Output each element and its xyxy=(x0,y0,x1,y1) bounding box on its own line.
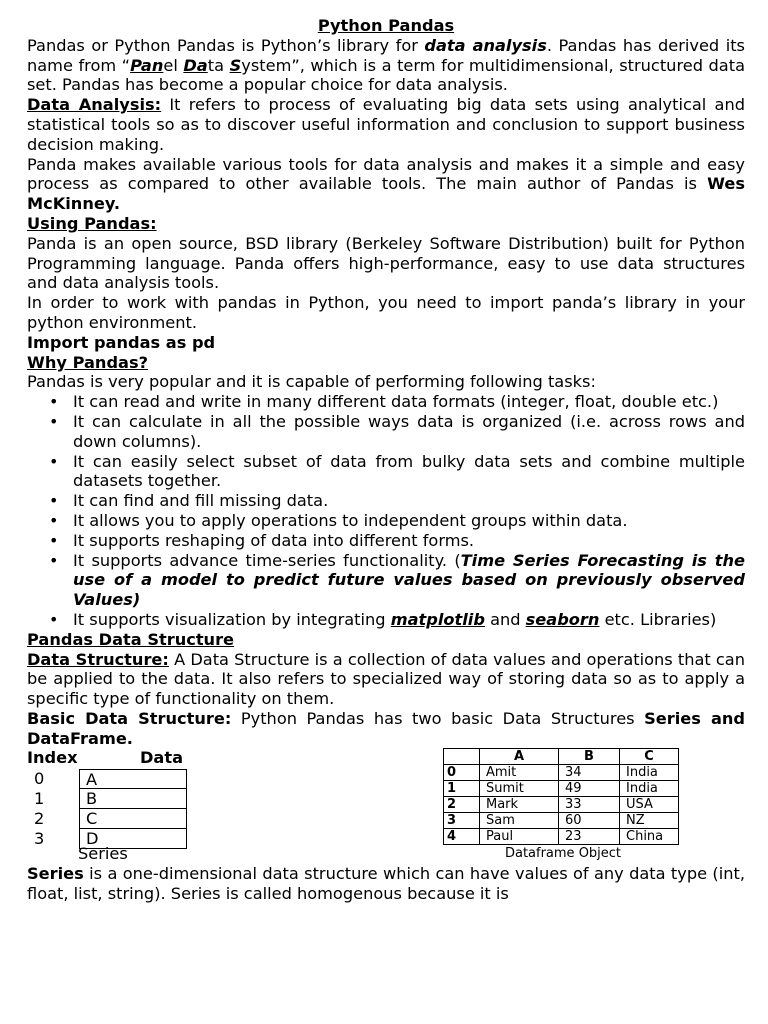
acronym-da: Da xyxy=(183,55,208,75)
table-row xyxy=(444,813,679,829)
panda-tools-paragraph xyxy=(27,155,745,214)
series-term: Series xyxy=(27,864,84,884)
table-row xyxy=(444,765,679,781)
row-index: 0 xyxy=(444,765,480,781)
list-item: • It can easily select subset of data from bulky data sets and combine multiple datasets together. xyxy=(73,452,745,492)
series-caption: Series xyxy=(78,844,128,864)
column-header: A xyxy=(480,749,559,765)
dataframe-table xyxy=(443,748,679,845)
table-cell: Mark xyxy=(480,797,559,813)
visualization-text: It supports visualization by integrating xyxy=(73,609,391,629)
row-index: 2 xyxy=(444,797,480,813)
matplotlib-label: matplotlib xyxy=(390,609,485,629)
intro-text-3: ystem”, which is a term for multidimensional, structured data set. Pandas has become a popular choice for data analysis. xyxy=(27,55,745,95)
series-definition-text: is a one-dimensional data structure which can have values of any data type (int, float, list, string). Series is called homogenous because it is xyxy=(27,864,745,904)
table-row xyxy=(444,797,679,813)
intro-paragraph xyxy=(27,36,745,95)
series-index: 2 xyxy=(34,809,45,829)
row-index: 3 xyxy=(444,813,480,829)
using-pandas-p1: Panda is an open source, BSD library (Berkeley Software Distribution) built for Python Programming language. Panda offers high-performance, easy to use data structures and data analysis tools. xyxy=(27,233,745,293)
structures-figure xyxy=(27,748,745,864)
series-index: 3 xyxy=(34,829,45,849)
features-list xyxy=(27,392,745,630)
visualization-and: and xyxy=(484,609,526,629)
dataframe-caption: Dataframe Object xyxy=(504,846,622,862)
table-cell: Sam xyxy=(480,813,559,829)
time-series-definition: Time Series Forecasting is the use of a model to predict future values based on previously observed Values) xyxy=(73,550,745,610)
list-item: • It can calculate in all the possible ways data is organized (i.e. across rows and down columns). xyxy=(73,412,745,452)
basic-series-label: Series xyxy=(644,708,701,728)
page-title: Python Pandas xyxy=(317,16,455,35)
column-header xyxy=(444,749,480,765)
data-structure-subheading: Data Structure: xyxy=(27,649,169,669)
table-cell: 34 xyxy=(559,765,620,781)
table-cell: NZ xyxy=(620,813,679,829)
list-item: • It can find and fill missing data. xyxy=(73,491,745,511)
intro-emphasis: data analysis xyxy=(424,35,547,55)
dataframe-figure xyxy=(443,748,683,862)
table-row xyxy=(444,781,679,797)
list-item: • It allows you to apply operations to independent groups within data. xyxy=(73,511,745,531)
table-row xyxy=(444,829,679,845)
row-index: 4 xyxy=(444,829,480,845)
table-cell: China xyxy=(620,829,679,845)
row-index: 1 xyxy=(444,781,480,797)
time-series-text: It supports advance time-series functionality. ( xyxy=(73,550,461,570)
list-item: • It can read and write in many different data formats (integer, float, double etc.) xyxy=(73,392,745,412)
seaborn-label: seaborn xyxy=(525,609,600,629)
series-index: 0 xyxy=(34,769,45,789)
acronym-rest-el: el xyxy=(163,55,184,75)
why-pandas-intro: Pandas is very popular and it is capable of performing following tasks: xyxy=(27,372,596,392)
series-value: A xyxy=(79,769,187,789)
basic-structure-text: Python Pandas has two basic Data Structures xyxy=(231,708,645,728)
table-cell: 49 xyxy=(559,781,620,797)
column-header: B xyxy=(559,749,620,765)
basic-dataframe-label: and DataFrame. xyxy=(27,708,746,748)
using-pandas-p2: In order to work with pandas in Python, you need to import panda’s library in your python environment. xyxy=(27,293,745,332)
table-cell: India xyxy=(620,781,679,797)
table-cell: 60 xyxy=(559,813,620,829)
data-label: Data xyxy=(140,748,184,768)
data-structure-text: A Data Structure is a collection of data values and operations that can be applied to the data. It also refers to specialized way of storing data so as to apply a specific type of functionality on them. xyxy=(27,649,745,709)
author-name: Wes McKinney. xyxy=(27,174,745,214)
basic-structure-label: Basic Data Structure: xyxy=(27,708,232,728)
acronym-s: S xyxy=(229,55,242,75)
import-statement: Import pandas as pd xyxy=(27,332,216,352)
table-cell: USA xyxy=(620,797,679,813)
data-analysis-paragraph xyxy=(27,95,745,154)
data-analysis-heading: Data Analysis: xyxy=(27,95,162,115)
intro-text: Pandas or Python Pandas is Python’s library for xyxy=(27,35,425,55)
why-pandas-heading: Why Pandas? xyxy=(27,352,148,372)
data-structure-heading: Pandas Data Structure xyxy=(27,629,235,649)
column-header: C xyxy=(620,749,679,765)
series-value: B xyxy=(79,789,187,809)
series-value: C xyxy=(79,809,187,829)
list-item xyxy=(73,551,745,610)
data-analysis-text: It refers to process of evaluating big data sets using analytical and statistical tools so as to discover useful information and conclusion to support business decision making. xyxy=(27,95,745,154)
table-cell: India xyxy=(620,765,679,781)
basic-structure-paragraph xyxy=(27,709,745,749)
table-cell: Paul xyxy=(480,829,559,845)
table-cell: Amit xyxy=(480,765,559,781)
table-header-row xyxy=(444,749,679,765)
index-label: Index xyxy=(27,748,78,768)
data-structure-paragraph xyxy=(27,650,745,709)
table-cell: Sumit xyxy=(480,781,559,797)
document-page xyxy=(27,16,745,904)
table-cell: 23 xyxy=(559,829,620,845)
list-item xyxy=(73,610,745,630)
table-cell: 33 xyxy=(559,797,620,813)
list-item: • It supports reshaping of data into different forms. xyxy=(73,531,745,551)
panda-tools-text: Panda makes available various tools for data analysis and makes it a simple and easy process as compared to other available tools. The main author of Pandas is xyxy=(27,154,745,194)
acronym-pan: Pan xyxy=(130,55,164,75)
using-pandas-heading: Using Pandas: xyxy=(27,213,157,233)
acronym-rest-ta: ta xyxy=(207,55,230,75)
intro-text-2: . Pandas has derived its name from “ xyxy=(27,35,745,75)
series-definition xyxy=(27,864,745,904)
series-index: 1 xyxy=(34,789,45,809)
visualization-end: etc. Libraries) xyxy=(599,609,717,629)
series-value: D xyxy=(79,829,187,849)
